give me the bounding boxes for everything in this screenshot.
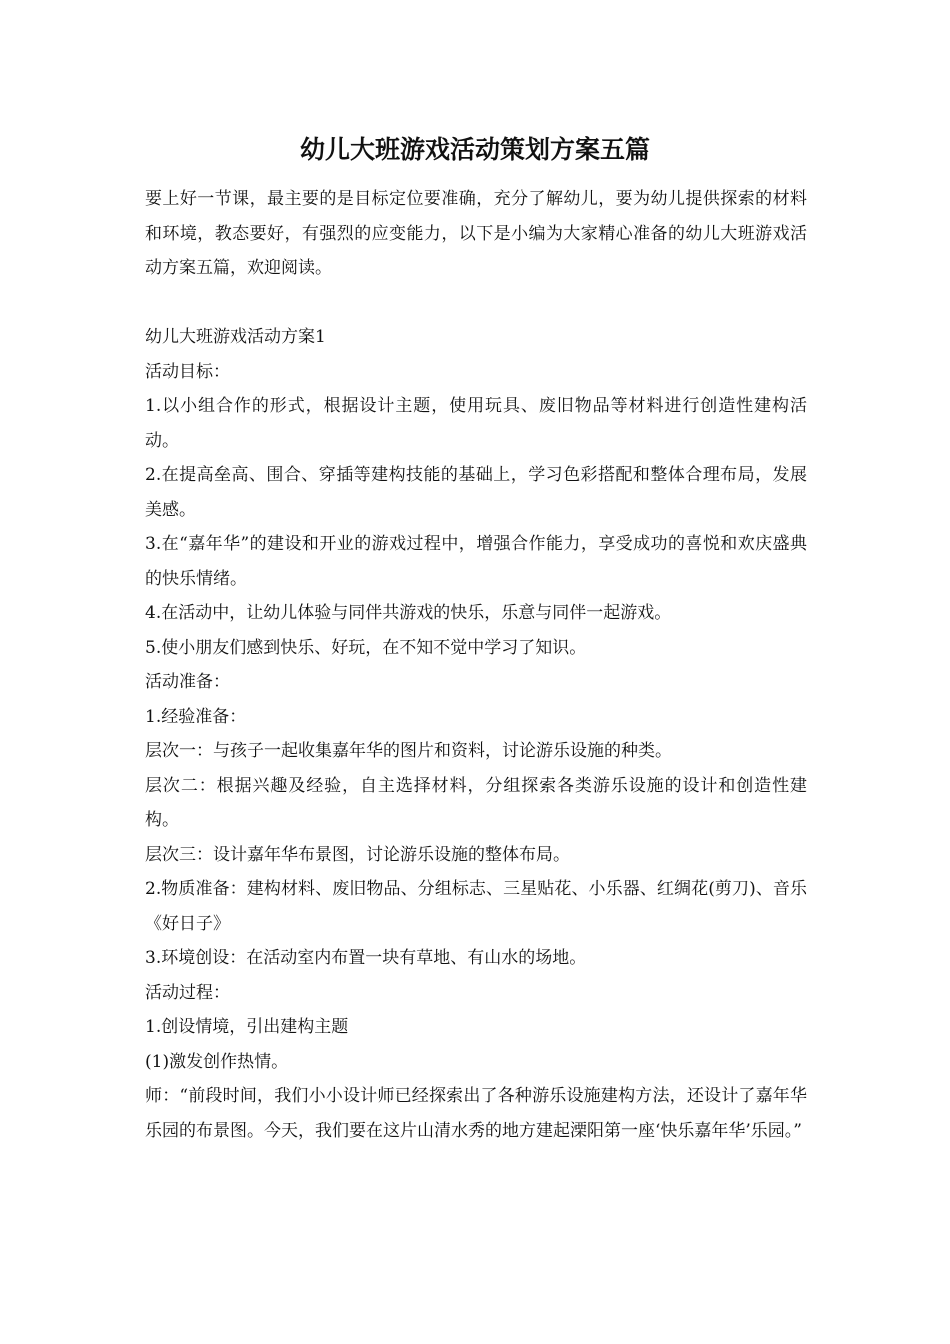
- goal-item: 3.在“嘉年华”的建设和开业的游戏过程中，增强合作能力，享受成功的喜悦和欢庆盛典的快乐情绪。: [145, 534, 807, 589]
- goal-item: 4.在活动中，让幼儿体验与同伴共游戏的快乐，乐意与同伴一起游戏。: [145, 603, 672, 623]
- goal-item: 2.在提高垒高、围合、穿插等建构技能的基础上，学习色彩搭配和整体合理布局，发展美感。: [145, 465, 807, 520]
- prep-level: 层次一：与孩子一起收集嘉年华的图片和资料，讨论游乐设施的种类。: [145, 741, 672, 761]
- intro-paragraph: 要上好一节课，最主要的是目标定位要准确，充分了解幼儿，要为幼儿提供探索的材料和环境，教态要好，有强烈的应变能力，以下是小编为大家精心准备的幼儿大班游戏活动方案五篇，欢迎阅读。: [145, 189, 807, 278]
- prep-heading: 活动准备：: [145, 672, 230, 692]
- prep-level: 层次三：设计嘉年华布景图，讨论游乐设施的整体布局。: [145, 844, 570, 865]
- section-title: 幼儿大班游戏活动方案1: [145, 327, 326, 347]
- document-body: [145, 182, 807, 1148]
- prep-material: 2.物质准备：建构材料、废旧物品、分组标志、三星贴花、小乐器、红绸花(剪刀)、音乐《好日子》: [145, 879, 807, 934]
- paragraph-spacer: [145, 286, 807, 321]
- process-substep: (1)激发创作热情。: [145, 1051, 289, 1072]
- process-step: 1.创设情境，引出建构主题: [145, 1017, 349, 1037]
- goal-item: 5.使小朋友们感到快乐、好玩，在不知不觉中学习了知识。: [145, 637, 587, 658]
- prep-experience: 1.经验准备：: [145, 706, 247, 727]
- goals-heading: 活动目标：: [145, 361, 230, 382]
- teacher-quote: 师：“前段时间，我们小小设计师已经探索出了各种游乐设施建构方法，还设计了嘉年华乐园的布景图。今天，我们要在这片山清水秀的地方建起溧阳第一座‘快乐嘉年华’乐园。”: [145, 1086, 807, 1141]
- document-title: 幼儿大班游戏活动策划方案五篇: [299, 135, 650, 164]
- goal-item: 1.以小组合作的形式，根据设计主题，使用玩具、废旧物品等材料进行创造性建构活动。: [145, 396, 807, 451]
- process-heading: 活动过程：: [145, 982, 230, 1003]
- prep-environment: 3.环境创设：在活动室内布置一块有草地、有山水的场地。: [145, 948, 587, 968]
- prep-level: 层次二：根据兴趣及经验，自主选择材料，分组探索各类游乐设施的设计和创造性建构。: [145, 775, 807, 830]
